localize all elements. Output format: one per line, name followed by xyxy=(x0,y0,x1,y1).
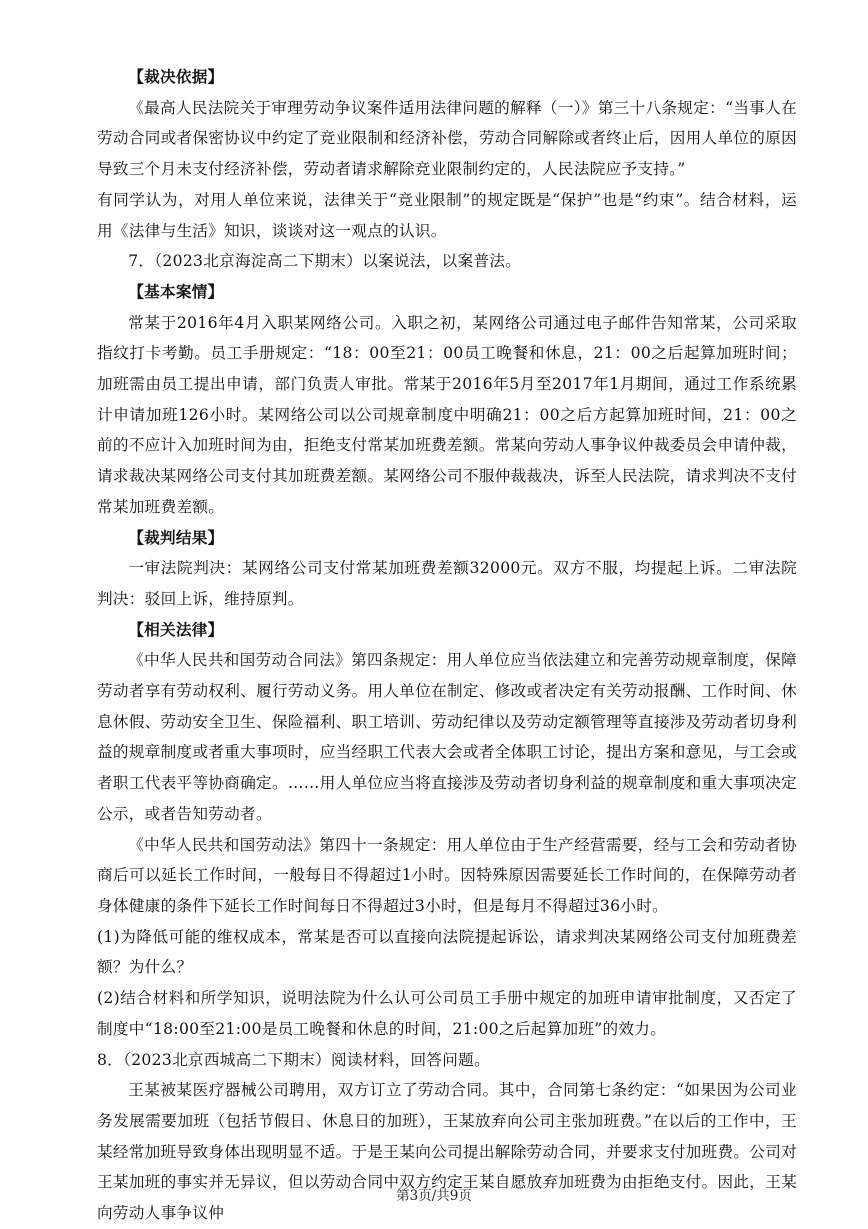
paragraph-case-facts: 常某于2016年4月入职某网络公司。入职之初，某网络公司通过电子邮件告知常某，公司采取指纹打卡考勤。员工手册规定：“18：00至21：00员工晚餐和休息，21：00之后起算加班时间；加班需由员工提出申请，部门负责人审批。常某于2016年5月至2017年1月期间，通过工作系统累计申请加班126小时。某网络公司以公司规章制度中明确21：00之后方起算加班时间，21：00之前的不应计入加班时间为由，拒绝支付常某加班费差额。常某向劳动人事争议仲裁委员会申请仲裁，请求裁决某网络公司支付其加班费差额。某网络公司不服仲裁裁决，诉至人民法院，请求判决不支付常某加班费差额。 xyxy=(97,313,797,516)
section-heading-judgment: 【裁判结果】 xyxy=(128,527,224,547)
paragraph-judicial-interpretation: 《最高人民法院关于审理劳动争议案件适用法律问题的解释（一）》第三十八条规定：“当事人在劳动合同或者保密协议中约定了竞业限制和经济补偿，劳动合同解除或者终止后，因用人单位的原因导致三个月未支付经济补偿，劳动者请求解除竞业限制约定的，人民法院应予支持。” xyxy=(97,98,797,179)
question-8-title: 8．（2023北京西城高二下期末）阅读材料，回答问题。 xyxy=(97,1050,490,1069)
section-heading-basic-case: 【基本案情】 xyxy=(128,281,224,301)
paragraph-labor-contract-law: 《中华人民共和国劳动合同法》第四条规定：用人单位应当依法建立和完善劳动规章制度，保障劳动者享有劳动权利、履行劳动义务。用人单位在制定、修改或者决定有关劳动报酬、工作时间、休息休假、劳动安全卫生、保险福利、职工培训、劳动纪律以及劳动定额管理等直接涉及劳动者切身利益的规章制度或者重大事项时，应当经职工代表大会或者全体职工讨论，提出方案和意见，与工会或者职工代表平等协商确定。……用人单位应当将直接涉及劳动者切身利益的规章制度和重大事项决定公示，或者告知劳动者。 xyxy=(97,651,797,823)
paragraph-question-8-material: 王某被某医疗器械公司聘用，双方订立了劳动合同。其中，合同第七条约定：“如果因为公司业务发展需要加班（包括节假日、休息日的加班），王某放弃向公司主张加班费。”在以后的工作中，王某经常加班导致身体出现明显不适。于是王某向公司提出解除劳动合同，并要求支付加班费。公司对王某加班的事实并无异议，但以劳动合同中双方约定王某自愿放弃加班费为由拒绝支付。因此，王某向劳动人事争议仲 xyxy=(97,1081,797,1223)
paragraph-labor-law: 《中华人民共和国劳动法》第四十一条规定：用人单位由于生产经营需要，经与工会和劳动者协商后可以延长工作时间，一般每日不得超过1小时。因特殊原因需要延长工作时间的，在保障劳动者身体健康的条件下延长工作时间每日不得超过3小时，但是每月不得超过36小时。 xyxy=(97,835,797,915)
paragraph-question-prompt: 有同学认为，对用人单位来说，法律关于“竞业限制”的规定既是“保护”也是“约束”。结合材料，运用《法律与生活》知识，谈谈对这一观点的认识。 xyxy=(97,190,797,240)
section-heading-related-law: 【相关法律】 xyxy=(128,619,224,639)
section-heading-ruling-basis: 【裁决依据】 xyxy=(128,67,224,86)
paragraph-judgment-result: 一审法院判决：某网络公司支付常某加班费差额32000元。双方不服，均提起上诉。二审法院判决：驳回上诉，维持原判。 xyxy=(97,559,797,608)
page-content xyxy=(97,62,797,1229)
sub-question-1: (1)为降低可能的维权成本，常某是否可以直接向法院提起诉讼，请求判决某网络公司支付加班费差额？为什么？ xyxy=(97,927,797,977)
page-footer: 第3页/共9页 xyxy=(396,1188,472,1204)
sub-question-2: (2)结合材料和所学知识，说明法院为什么认可公司员工手册中规定的加班申请审批制度，又否定了制度中“18:00至21:00是员工晚餐和休息的时间，21:00之后起算加班”的效力。 xyxy=(97,989,797,1038)
question-7-title: 7．（2023北京海淀高二下期末）以案说法，以案普法。 xyxy=(128,252,522,271)
